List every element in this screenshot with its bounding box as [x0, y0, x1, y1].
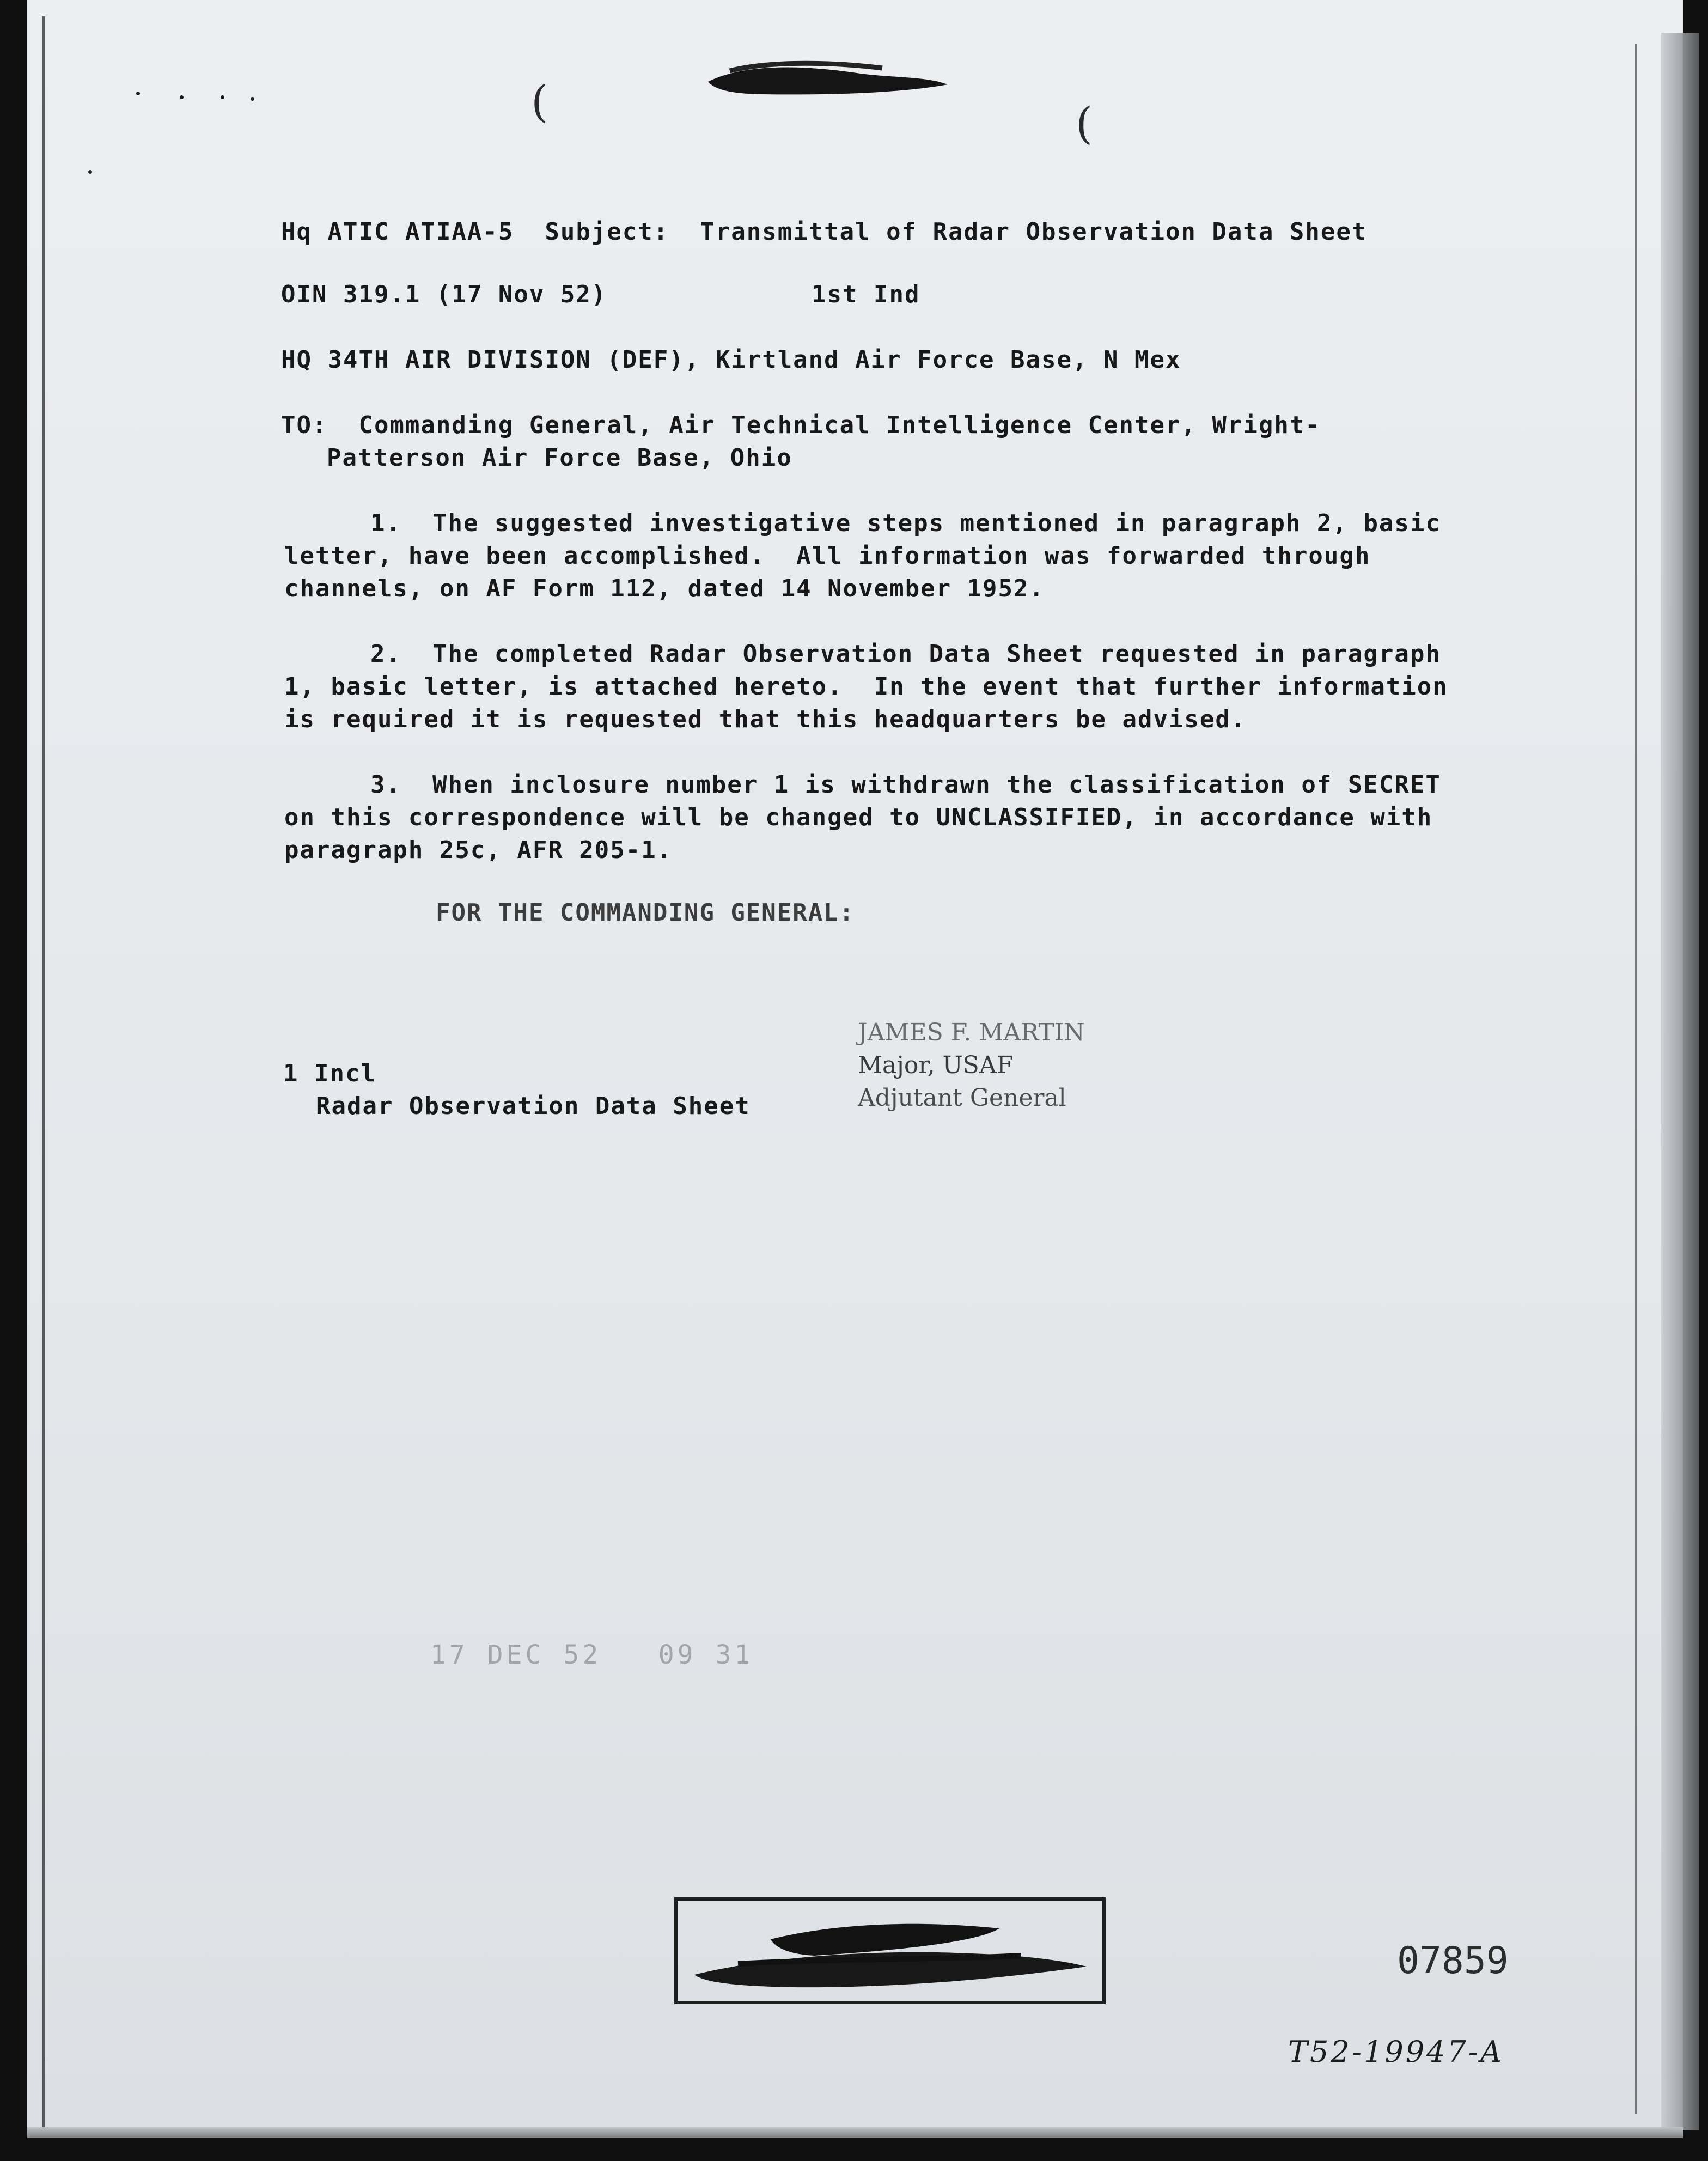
- closing-line: FOR THE COMMANDING GENERAL:: [436, 899, 855, 927]
- signer-title: Adjutant General: [858, 1084, 1066, 1112]
- paragraph-2-line-3: is required it is requested that this headquarters be advised.: [284, 705, 1247, 733]
- inclosure-count: 1 Incl: [283, 1060, 376, 1087]
- right-margin-rule: [1635, 44, 1637, 2114]
- ink-speck: [136, 92, 140, 95]
- reference-subject-line: Hq ATIC ATIAA-5 Subject: Transmittal of Radar Observation Data Sheet: [281, 218, 1368, 246]
- paragraph-3-line-3: paragraph 25c, AFR 205-1.: [284, 836, 673, 864]
- bottom-page-edge: [27, 2127, 1683, 2138]
- paragraph-3-line-1: 3. When inclosure number 1 is withdrawn the classification of SECRET: [370, 771, 1441, 799]
- paragraph-2-line-1: 2. The completed Radar Observation Data Sheet requested in paragraph: [370, 640, 1441, 668]
- redacted-bottom-box: [673, 1890, 1108, 2010]
- ink-speck: [88, 170, 92, 174]
- signer-name: JAMES F. MARTIN: [858, 1019, 1085, 1046]
- right-page-shadow: [1661, 33, 1699, 2130]
- ink-speck: [251, 97, 254, 101]
- redacted-top-marking: [697, 52, 959, 104]
- paragraph-3-line-2: on this correspondence will be changed to UNCLASSIFIED, in accordance with: [284, 803, 1433, 831]
- paragraph-1-line-1: 1. The suggested investigative steps mentioned in paragraph 2, basic: [370, 509, 1441, 537]
- paragraph-1-line-3: channels, on AF Form 112, dated 14 November 1952.: [284, 575, 1045, 602]
- addressee-line-2: Patterson Air Force Base, Ohio: [327, 444, 792, 472]
- document-control-number: 07859: [1397, 1939, 1509, 1982]
- handwritten-file-number: T52-19947-A: [1288, 2035, 1504, 2069]
- addressee-line-1: TO: Commanding General, Air Technical Intelligence Center, Wright-: [281, 411, 1321, 439]
- indorsement-number: 1st Ind: [812, 281, 920, 308]
- received-date-stamp: 17 DEC 52 09 31: [430, 1640, 754, 1670]
- stray-mark: (: [1076, 98, 1093, 149]
- originating-headquarters: HQ 34TH AIR DIVISION (DEF), Kirtland Air Force Base, N Mex: [281, 346, 1181, 374]
- left-margin-rule: [42, 16, 45, 2130]
- file-reference: OIN 319.1 (17 Nov 52): [281, 281, 607, 308]
- paragraph-2-line-2: 1, basic letter, is attached hereto. In the event that further information: [284, 673, 1448, 701]
- ink-speck: [221, 95, 224, 99]
- inclosure-title: Radar Observation Data Sheet: [316, 1092, 751, 1120]
- paragraph-1-line-2: letter, have been accomplished. All information was forwarded through: [284, 542, 1371, 570]
- paper-sheet: [27, 0, 1683, 2138]
- stray-mark: (: [531, 76, 548, 127]
- signer-rank: Major, USAF: [858, 1051, 1014, 1079]
- ink-speck: [180, 95, 184, 99]
